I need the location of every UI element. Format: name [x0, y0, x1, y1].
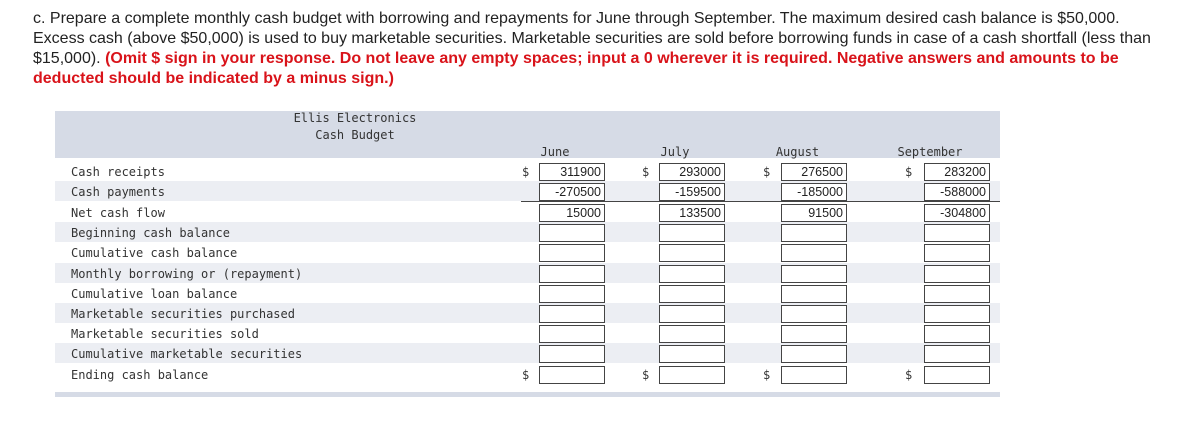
- total-rule: [521, 201, 1000, 202]
- column-header-july: July: [660, 145, 690, 159]
- dollar-sign: $: [905, 368, 913, 382]
- input-marketable-securities-sold-july[interactable]: [659, 325, 725, 343]
- input-cumulative-cash-balance-august[interactable]: [781, 244, 847, 262]
- row-label-marketable-securities-sold: Marketable securities sold: [71, 327, 259, 341]
- row-label-cumulative-marketable-securities: Cumulative marketable securities: [71, 347, 303, 361]
- row-label-net-cash-flow: Net cash flow: [71, 206, 165, 220]
- question-instruction: (Omit $ sign in your response. Do not leave any empty spaces; input a 0 wherever it is required. Negative answers and amounts to be deducted should be indicated by a minus sign.): [33, 50, 1119, 87]
- input-ending-cash-balance-august[interactable]: [781, 366, 847, 384]
- input-cash-payments-june[interactable]: -270500: [539, 183, 605, 201]
- input-monthly-borrowing-or-repayment-june[interactable]: [539, 265, 605, 283]
- input-cumulative-cash-balance-july[interactable]: [659, 244, 725, 262]
- dollar-sign: $: [763, 165, 771, 179]
- row-label-monthly-borrowing-or-repayment: Monthly borrowing or (repayment): [71, 267, 303, 281]
- input-marketable-securities-purchased-september[interactable]: [924, 305, 990, 323]
- input-cash-receipts-september[interactable]: 283200: [924, 163, 990, 181]
- input-ending-cash-balance-july[interactable]: [659, 366, 725, 384]
- input-monthly-borrowing-or-repayment-september[interactable]: [924, 265, 990, 283]
- row-band: [55, 181, 1000, 201]
- input-cumulative-loan-balance-june[interactable]: [539, 285, 605, 303]
- input-cash-payments-september[interactable]: -588000: [924, 183, 990, 201]
- row-label-marketable-securities-purchased: Marketable securities purchased: [71, 307, 295, 321]
- input-monthly-borrowing-or-repayment-july[interactable]: [659, 265, 725, 283]
- column-header-august: August: [775, 145, 820, 159]
- input-ending-cash-balance-september[interactable]: [924, 366, 990, 384]
- row-label-cash-receipts: Cash receipts: [71, 165, 165, 179]
- input-beginning-cash-balance-august[interactable]: [781, 224, 847, 242]
- input-net-cash-flow-june[interactable]: 15000: [539, 204, 605, 222]
- input-cumulative-cash-balance-september[interactable]: [924, 244, 990, 262]
- column-header-june: June: [540, 145, 570, 159]
- row-label-cumulative-loan-balance: Cumulative loan balance: [71, 287, 238, 301]
- input-net-cash-flow-july[interactable]: 133500: [659, 204, 725, 222]
- row-label-cash-payments: Cash payments: [71, 185, 165, 199]
- input-beginning-cash-balance-september[interactable]: [924, 224, 990, 242]
- input-ending-cash-balance-june[interactable]: [539, 366, 605, 384]
- input-net-cash-flow-august[interactable]: 91500: [781, 204, 847, 222]
- input-marketable-securities-sold-august[interactable]: [781, 325, 847, 343]
- table-title: Cash Budget: [315, 128, 395, 142]
- input-cumulative-marketable-securities-september[interactable]: [924, 345, 990, 363]
- cash-budget-table: [55, 111, 1000, 399]
- input-marketable-securities-purchased-august[interactable]: [781, 305, 847, 323]
- row-label-beginning-cash-balance: Beginning cash balance: [71, 226, 230, 240]
- dollar-sign: $: [522, 368, 530, 382]
- input-cumulative-loan-balance-july[interactable]: [659, 285, 725, 303]
- company-name: Ellis Electronics: [293, 111, 417, 125]
- input-cash-payments-august[interactable]: -185000: [781, 183, 847, 201]
- input-beginning-cash-balance-june[interactable]: [539, 224, 605, 242]
- question-prefix: c. Prepare a complete monthly cash budget with borrowing and repayments for June through September. The maximum desired cash balance is $50,000. Excess cash (above $50,000) is used to buy marketable securities. Marketable securities are sold before borrowing funds in case of a cash shortfall (less than $15,000).: [33, 10, 1151, 67]
- column-header-september: September: [897, 145, 963, 159]
- input-marketable-securities-sold-june[interactable]: [539, 325, 605, 343]
- dollar-sign: $: [642, 368, 650, 382]
- input-cumulative-marketable-securities-august[interactable]: [781, 345, 847, 363]
- input-cash-receipts-august[interactable]: 276500: [781, 163, 847, 181]
- input-marketable-securities-sold-september[interactable]: [924, 325, 990, 343]
- input-cumulative-marketable-securities-july[interactable]: [659, 345, 725, 363]
- input-cash-payments-july[interactable]: -159500: [659, 183, 725, 201]
- table-bottom-bar: [55, 392, 1000, 397]
- input-marketable-securities-purchased-june[interactable]: [539, 305, 605, 323]
- dollar-sign: $: [905, 165, 913, 179]
- input-cash-receipts-july[interactable]: 293000: [659, 163, 725, 181]
- dollar-sign: $: [642, 165, 650, 179]
- input-cash-receipts-june[interactable]: 311900: [539, 163, 605, 181]
- dollar-sign: $: [763, 368, 771, 382]
- input-cumulative-loan-balance-august[interactable]: [781, 285, 847, 303]
- row-label-ending-cash-balance: Ending cash balance: [71, 368, 209, 382]
- input-cumulative-loan-balance-september[interactable]: [924, 285, 990, 303]
- dollar-sign: $: [522, 165, 530, 179]
- input-monthly-borrowing-or-repayment-august[interactable]: [781, 265, 847, 283]
- input-net-cash-flow-september[interactable]: -304800: [924, 204, 990, 222]
- input-beginning-cash-balance-july[interactable]: [659, 224, 725, 242]
- input-cumulative-cash-balance-june[interactable]: [539, 244, 605, 262]
- question-text: [33, 9, 1173, 89]
- input-cumulative-marketable-securities-june[interactable]: [539, 345, 605, 363]
- input-marketable-securities-purchased-july[interactable]: [659, 305, 725, 323]
- row-label-cumulative-cash-balance: Cumulative cash balance: [71, 246, 238, 260]
